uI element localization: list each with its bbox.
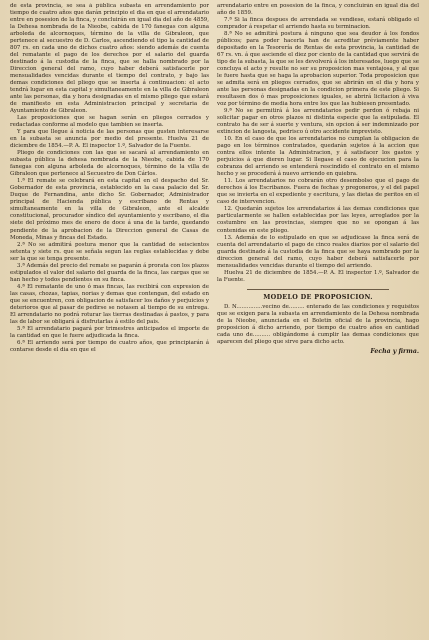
left-column-paragraph: 4.ª El rematante de uno ó mas fincas, las recibirá con expresion de las casas, chozas, tapias, norias y demas que contengan, del estado en que se encuentren, con obligacion de satisfacer los daños y perjuicios y deterioros que al pasar de pedirse se notasen al tiempo de su entrega. El arrendatario no podrá roturar las tierras destinadas á pastos, y para las de labor se obligará á disfrutarlas á estilo del pais. [10, 283, 209, 325]
right-column-paragraphs [217, 3, 419, 284]
left-column-paragraph: 1.ª El remate se celebrará en esta capital en el despacho del Sr. Gobernador de esta provincia, establecido en la casa palacio del Sr. Duque de Fernandina, ante dicho Sr. Gobernador, Administrador principal de Hacienda pública y escribano de Rentas y simultaneamente en la villa de Gibraleon, ante el alcalde constitucional, procurador síndico del ayuntamiento y escribano, el dia siete del próximo mes de enero de doce á una de la tarde, quedando pendiente de la aprobacion de la Direccion general de Casas de Moneda, Minas y fincas del Estado. [10, 178, 209, 241]
left-column-paragraph: Las proposiciones que se hagan serán en pliegos cerrados y redactadas conforme al modelo que tambien se inserta. [10, 115, 209, 129]
right-column-paragraph: 10. En el caso de que los arrendatarios no cumplan la obligacion de pago en los términos contratados, quedarán sujetos á la accion que contra ellos intente la Administracion, y á satisfacer los gastos y perjuicios á que dieren lugar. Si llegase el caso de ejecucion para la cobranza del arriendo se entenderá rescindido el contrato en el mismo hecho y se procederá á nuevo arriendo en quiebra. [217, 136, 419, 178]
left-column-paragraph: 6.ª El arriendo será por tiempo de cuatro años, que principiarán á contarse desde el dia en que el [10, 339, 209, 353]
right-column-paragraph: 8.ª No se admitirá postura á ninguno que sea deudor á los fondos públicos; para poder hacerla han de acreditar préviamente haber depositado en la Tesorería de Rentas de esta provincia, la cantidad de 67 rs. vn. á que asciende el diez por ciento de la cantidad que servirá de tipo de la subasta, la que se les devolverá á los interesados, luego que se concluya el acto y resulte no ser su proposicion mas ventajosa, y al que le fuere hasta que se haga la aprobacion superior. Toda proposicion que se admita será en pliegos cerrados, que se abrirán en el dia y hora y ante las personas designadas en la condicion primera de este pliego. Si resultasen dos ó mas proposiciones iguales, se abrirá licitacion á viva voz por término de media hora entre los que las hubiesen presentado. [217, 31, 419, 108]
left-column [10, 3, 209, 636]
right-column-paragraph: arrendatario entre en posesion de la finca, y concluirán en igual dia del año de 1859. [217, 3, 419, 17]
signature-line: Fecha y firma. [370, 347, 419, 355]
divider-rule [247, 289, 389, 290]
left-column-paragraph: 3.ª Además del precio del remate se pagarán á prorata con los plazos estipulados el valor del salario del guarda de la finca, las cargas que se han hecho y todos pendientes en su finca. [10, 262, 209, 283]
left-column-paragraph: 5.ª El arrendatario pagará por trimestres anticipados el importe de la cantidad en que le fuere adjudicada la finca. [10, 325, 209, 339]
right-column-paragraph: Huelva 21 de diciembre de 1854.—P. A. El inspector 1.º, Salvador de la Fuente. [217, 269, 419, 283]
left-column-paragraph: de esta provincia, se sea á pública subasta en arrendamiento por tiempo de cuatro años que darán principio el dia en que el arrendatario entre en posesion de la finca, y concluirán en igual dia del año de 4859, la Dehesa nombrada de la Nieobe, cabida de 170 fanegas con alguna arboleda de alcornoques, término de la villa de Gibraleon, que pertenece al secuestro de D. Carlos, ascendiendo el tipo la cantidad de 807 rs. en cada uno de dichos cuatro años: siendo además de cuenta del rematante el pago de los derechos por el salario del guarda destinado á la custodia de la finca, que se halla nombrado por la Direccion general del ramo, cuyo haber deberá satisfacerle por mensualidades vencidas durante el tiempo del contrato, y bajo las demas condiciones del pliego que se inserta á continuacion: el acto tendrá lugar en esta capital y simultaneamente en la villa de Gibraleon ante las personas, dia y hora designadas en el mismo pliego que estará de manifiesto en esta Administracion principal y secretaria de Ayuntamiento de Gibraleon. [10, 3, 209, 115]
right-column-paragraph: 13. Además de lo estipulado en que se adjudicase la finca será de cuenta del arrendatario el pago de cinco reales diarios por el salario del guarda destinado á la custodia de la finca que se haya nombrado por la direccion general del ramo, cuyo haber deberá satisfacerle por mensualidades vencidas durante el tiempo del arriendo. [217, 234, 419, 269]
left-column-paragraph: 2.ª No se admitirá postura menor que la cantidad de seiscientos setenta y siete rs. que se señala segun las reglas establecidas y debe ser la que se tenga presente. [10, 241, 209, 262]
left-column-paragraph: Y para que llegue á noticia de las personas que gusten interesarse en la subasta se anuncia por medio del presente. Huelva 21 de diciembre de 1854.—P. A. El inspector 1.º, Salvador de la Fuente. [10, 129, 209, 150]
right-column-paragraph: 12. Quedarán sujetos los arrendatarios á las demas condiciones que particularmente se hallen establecidas por las leyes, arreglados por la costumbre en las provincias, siempre que no se opongan á las contenidas en este pliego. [217, 206, 419, 234]
model-heading: MODELO DE PROPOSICION. [263, 292, 373, 301]
model-text: D. N...............vecino de......... enterado de las condiciones y requisitos que se exigen para la subasta en arrendamiento de la Dehesa nombrada de la Nieobe, anunciada en el Boletin oficial de la provincia, hago proposicion á dicho arriendo, por tiempo de cuatro años en cantidad cada uno de.......... obligándome á cumplir las demas condiciones que aparecen del pliego que sirve para dicho acto. [217, 303, 419, 345]
right-column-paragraph: 9.ª No se permitirá á los arrendatarios pedir perdon ó rebaja ni solicitar pagar en otros plazos ni distinta especie que la estipulada. El contrato ha de ser á suerte y ventura, sin opcion á ser indemnizado por extincion de langosta, pedrisco ú otro accidente imprevisto. [217, 108, 419, 136]
right-column-paragraph: 7.ª Si la finca despues de arrendada se vendiese, estará obligado el comprador á respetar el arriendo hasta su terminacion. [217, 17, 419, 31]
left-column-paragraph: Pliego de condiciones con las que se sacará al arrendamiento en subasta pública la dehesa nombrada de la Nieobe, cabida de 170 fanegas con alguna arboleda de alcornoques, término de la villa de Gibraleon que pertenece al Secuestro de Don Cárlos. [10, 150, 209, 178]
right-column-paragraph: 11. Los arrendatarios no cobrarán otro desembolso que el pago de derechos á los Escribanos. Fuera de fechas y pregoneros, y el del papel que se invierta en el expediente y escritura, y las dietas de peritos en el caso de intervencion. [217, 178, 419, 206]
right-column [217, 3, 419, 636]
text-columns [10, 3, 419, 636]
